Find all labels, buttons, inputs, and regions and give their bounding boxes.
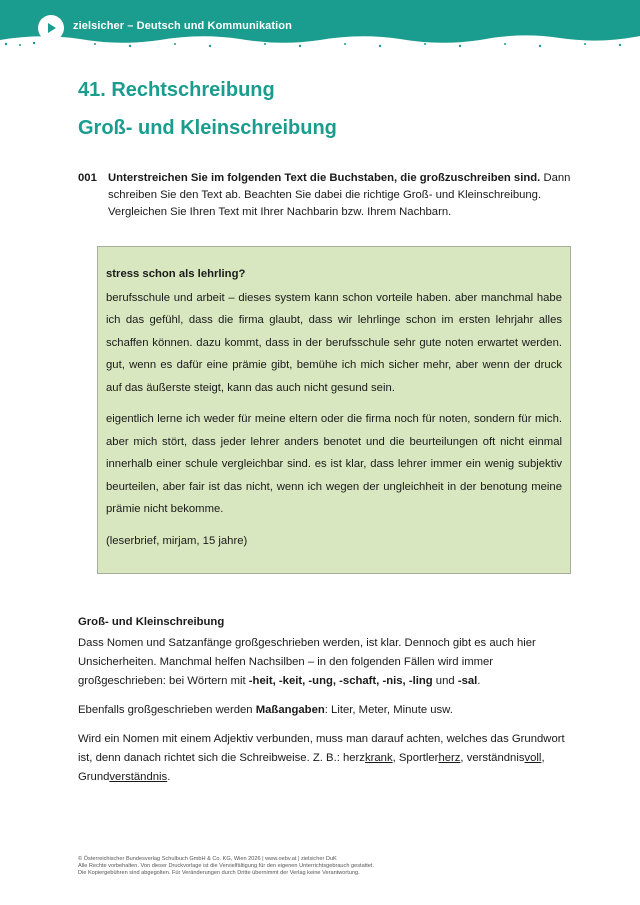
rules-p3-text: Wird ein Nomen mit einem Adjektiv verbunden, muss man darauf achten, welches das Grundwort ist, denn danach richtet sich die Schreibweise. Z. B.: bbox=[78, 733, 565, 764]
rules-paragraph-3 bbox=[78, 730, 578, 787]
example-2-prefix: Sportler bbox=[398, 752, 439, 764]
example-4-grundwort: verständnis bbox=[109, 771, 168, 783]
page-subtitle: Groß- und Kleinschreibung bbox=[78, 117, 337, 139]
footer-line-1: © Österreichischer Bundesverlag Schulbuch GmbH & Co. KG, Wien 2026 | www.oebv.at | zielsicher DuK bbox=[78, 856, 337, 862]
example-sep-3: , bbox=[541, 752, 545, 764]
header-band bbox=[0, 0, 640, 48]
letter-paragraph-2: eigentlich lerne ich weder für meine eltern oder die firma noch für noten, sondern für mich. aber mich stört, dass jeder lehrer anders benotet und die beurteilungen oft nicht einmal innerhalb einer schule vergleichbar sind. es ist klar, dass lehrer immer ein wenig subjektiv beurteilen, aber fair ist das nicht, wenn ich wegen der ungleichheit in der benotung meine prämie nicht bekomme. bbox=[106, 413, 562, 515]
example-sep-1: , bbox=[392, 752, 399, 764]
example-2-grundwort: herz bbox=[438, 752, 461, 764]
task-instruction-rest: Dann schreiben Sie den Text ab. Beachten Sie dabei die richtige Groß- und Kleinschreibung. Vergleichen Sie Ihren Text mit Ihrer Nachbarin bzw. Ihrem Nachbarn. bbox=[108, 172, 571, 218]
example-sep-2: , bbox=[460, 752, 467, 764]
letter-box bbox=[97, 246, 571, 574]
rules-p1-last: -sal bbox=[457, 675, 478, 687]
play-logo-icon bbox=[38, 15, 64, 41]
footer-line-3: Die Kopiergebühren sind abgegolten. Für Veränderungen durch Dritte übernimmt der Verlag keine Verantwortung. bbox=[78, 870, 360, 876]
footer-line-2: Alle Rechte vorbehalten. Von dieser Druckvorlage ist die Vervielfältigung für den eigenen Unterrichtsgebrauch gestattet. bbox=[78, 863, 375, 869]
letter-title: stress schon als lehrling? bbox=[106, 268, 246, 280]
example-3-grundwort: voll bbox=[524, 752, 542, 764]
example-4-prefix: Grund bbox=[78, 771, 110, 783]
rules-p2-bold: Maßangaben bbox=[255, 704, 325, 716]
letter-source: (leserbrief, mirjam, 15 jahre) bbox=[106, 534, 248, 547]
rules-heading: Groß- und Kleinschreibung bbox=[78, 616, 225, 628]
rules-p1-text: Dass Nomen und Satzanfänge großgeschrieben werden, ist klar. Dennoch gibt es auch hier Unsicherheiten. Manchmal helfen Nachsilben – in den folgenden Fällen wird immer großgeschrieben: bei Wörtern mit bbox=[78, 637, 536, 687]
header-title: zielsicher – Deutsch und Kommunikation bbox=[73, 20, 292, 32]
example-1-grundwort: krank bbox=[364, 752, 393, 764]
rules-p1-suffixes: -heit, -keit, -ung, -schaft, -nis, -ling bbox=[248, 675, 433, 687]
task-instruction bbox=[108, 170, 588, 221]
rules-section bbox=[78, 613, 578, 797]
example-end: . bbox=[167, 771, 171, 783]
letter-paragraph-1: berufsschule und arbeit – dieses system kann schon vorteile haben. aber manchmal habe ich das gefühl, dass die firma glaubt, dass wir lehrlinge schon im ersten lehrjahr alles schaffen können. dazu kommt, dass in der berufsschule sehr gute noten erwartet werden. gut, wenn es dafür eine prämie gibt, bemühe ich mich sicher mehr, aber wenn der druck auf das äußerste steigt, kann das auch nicht gesund sein. bbox=[106, 291, 562, 394]
rules-p1-end: . bbox=[477, 675, 481, 687]
example-3-prefix: verständnis bbox=[466, 752, 525, 764]
example-1-prefix: herz bbox=[342, 752, 365, 764]
footer bbox=[78, 856, 598, 877]
rules-paragraph-1 bbox=[78, 634, 578, 691]
rules-p1-and: und bbox=[432, 675, 458, 687]
rules-p2-end: : Liter, Meter, Minute usw. bbox=[324, 704, 453, 716]
page-title: 41. Rechtschreibung bbox=[78, 79, 275, 101]
task-instruction-bold: Unterstreichen Sie im folgenden Text die Buchstaben, die großzuschreiben sind. bbox=[108, 172, 541, 184]
task-number: 001 bbox=[78, 172, 97, 184]
rules-paragraph-2 bbox=[78, 701, 578, 720]
rules-p2-start: Ebenfalls großgeschrieben werden bbox=[78, 704, 256, 716]
